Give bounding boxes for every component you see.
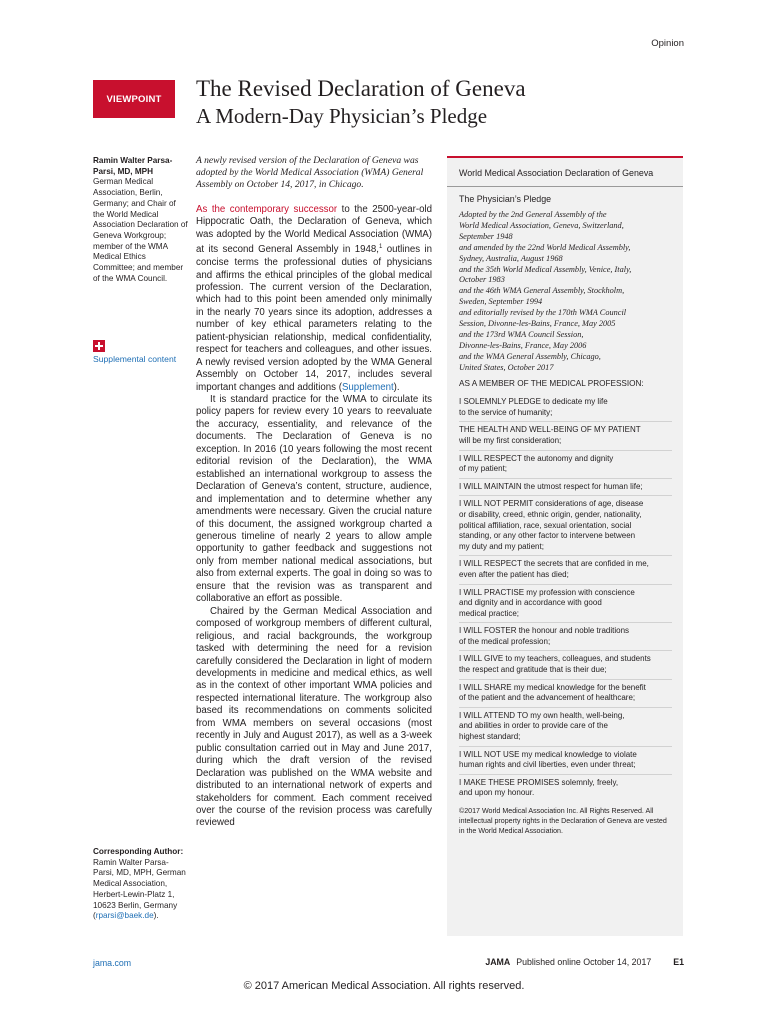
pledge-item: I WILL MAINTAIN the utmost respect for human life; [459,478,672,496]
corresponding-author [93,847,189,922]
paragraph-1-text-a: to the 2500-year-old Hippocratic Oath, the Declaration of Geneva, which was adopted by the World Medical Association (WMA) at its second General Assembly in 1948, [196,204,432,256]
adoption-history-text: Adopted by the 2nd General Assembly of the World Medical Association, Geneva, Switzerland, September 1948 and amended by the 22nd World Medical Assembly, Sydney, Australia, August 1968 and the 35th World Medical Assembly, Venice, Italy, October 1983 and the 46th WMA General Assembly, Stockholm, Sweden, September 1994 and editorially revised by the 170th WMA Council Session, Divonne-les-Bains, France, May 2005 and the 173rd WMA Council Session, Divonne-les-Bains, France, May 2006 and the WMA General Assembly, Chicago, United States, October 2017 [459,210,632,372]
box-subtitle: The Physician’s Pledge [459,194,552,204]
declaration-sidebar-box [447,156,683,936]
footer-citation [485,957,684,967]
lead-in: As the contemporary successor [196,204,338,215]
published-date: Published online October 14, 2017 [516,957,652,967]
pledge-item: I WILL RESPECT the secrets that are confided in me, even after the patient has died; [459,555,672,583]
box-title: World Medical Association Declaration of Geneva [447,168,683,187]
corresponding-text: Ramin Walter Parsa-Parsi, MD, MPH, German Medical Association, Herbert-Lewin-Platz 1, 10623 Berlin, Germany ( [93,857,186,921]
pledge-item: I WILL RESPECT the autonomy and dignity of my patient; [459,450,672,478]
footnote-ref-1[interactable]: 1 [378,244,383,251]
site-link[interactable]: jama.com [93,958,132,968]
pledge-item: I WILL SHARE my medical knowledge for the benefit of the patient and the advancement of healthcare; [459,679,672,707]
author-name: Ramin Walter Parsa-Parsi, MD, MPH [93,156,173,176]
corresponding-close: ). [153,911,159,921]
corresponding-email-link[interactable]: rparsi@baek.de [95,911,154,921]
paragraph-1-text-b: outlines in concise terms the professional duties of physicians and affirms the ethical principles of the global medical profession. The current version of the Declaration, which had to this point been amended only minimally in the nearly 70 years since its adoption, addresses a number of key ethical parameters relating to the patient-physician relationship, medical confidentiality, respect for teachers and colleagues, and other issues. A newly revised version adopted by the WMA General Assembly on October 14, 2017, includes several important changes and additions ( [196,244,432,393]
paragraph-3: Chaired by the German Medical Association and composed of workgroup members of different cultural, religious, and racial backgrounds, the workgroup tasked with determining the need for a revision carefully considered the Declaration in light of modern developments in medicine and medical ethics, as well as in the context of other important WMA policies and respected international literature. The workgroup also based its recommendations on comments solicited from WMA members on several occasions (most recently in July and August 2017), as well as a 3-week public consultation carried out in May and June 2017, during which the draft version of the revised Declaration was published on the WMA website and distributed to an international network of experts and stakeholders for comment. Each comment received over the course of the revision process was carefully reviewed [196,605,432,829]
pledge-item: THE HEALTH AND WELL-BEING OF MY PATIENT will be my first consideration; [459,421,672,449]
author-block [93,156,189,284]
pledge-item: I WILL PRACTISE my profession with conscience and dignity and in accordance with good medical practice; [459,584,672,623]
supplement-link[interactable]: Supplement [341,381,394,393]
supplemental-content-link[interactable]: Supplemental content [93,354,177,364]
box-copyright: ©2017 World Medical Association Inc. All Rights Reserved. All intellectual property rights in the Declaration of Geneva are vested in the World Medical Association. [459,807,667,835]
section-label: Opinion [651,38,684,49]
article-subtitle: A Modern-Day Physician’s Pledge [196,104,488,128]
paragraph-1 [196,204,432,394]
adoption-history [459,210,672,374]
author-affiliation: German Medical Association, Berlin, Germany; and Chair of the World Medical Association Declaration of Geneva Workgroup; member of the WMA Medical Ethics Committee; and member of the WMA Council. [93,177,188,283]
page-number: E1 [673,957,684,967]
article-body [196,155,432,830]
member-heading: AS A MEMBER OF THE MEDICAL PROFESSION: [459,378,644,388]
article-deck: A newly revised version of the Declaration of Geneva was adopted by the World Medical Association (WMA) General Assembly on October 14, 2017, in Chicago. [196,155,424,190]
viewpoint-badge: VIEWPOINT [93,80,175,118]
pledge-item: I WILL FOSTER the honour and noble traditions of the medical profession; [459,622,672,650]
paragraph-1-end: ). [393,381,400,393]
pledge-item: I SOLEMNLY PLEDGE to dedicate my life to the service of humanity; [459,397,608,417]
pledge-item: I WILL NOT PERMIT considerations of age, disease or disability, creed, ethnic origin, gender, nationality, political affiliation, race, sexual orientation, social standing, or any other factor to intervene between my duty and my patient; [459,495,672,555]
article-title: The Revised Declaration of Geneva [196,76,526,101]
journal-name: JAMA [485,957,511,967]
pledge-item: I WILL NOT USE my medical knowledge to violate human rights and civil liberties, even under threat; [459,746,672,774]
corresponding-heading: Corresponding Author: [93,847,184,856]
pledge-item: I MAKE THESE PROMISES solemnly, freely, and upon my honour. [459,774,672,802]
copyright-notice: © 2017 American Medical Association. All rights reserved. [243,980,525,992]
pledge-item: I WILL GIVE to my teachers, colleagues, and students the respect and gratitude that is their due; [459,650,672,678]
plus-icon[interactable] [93,340,105,352]
pledge-item: I WILL ATTEND TO my own health, well-being, and abilities in order to provide care of the highest standard; [459,707,672,746]
pledge-list [459,394,672,802]
paragraph-2: It is standard practice for the WMA to circulate its policy papers for review every 10 years to reevaluate the accuracy, essentiality, and relevance of the documents. The Declaration of Geneva is no exception. In 2016 (10 years following the most recent editorial revision of the Declaration), the WMA established an international workgroup to assess the Declaration of Geneva’s content, structure, audience, and implementation and to determine whether any amendments were necessary. Given the crucial nature of this document, the assigned workgroup charted a generous timeline of nearly 2 years to allow ample opportunity to gather feedback and suggestions not only from member national medical associations, but also from external experts. The goal in doing so was to ensure that the revision was as transparent and collaborative an effort as possible. [196,394,432,605]
